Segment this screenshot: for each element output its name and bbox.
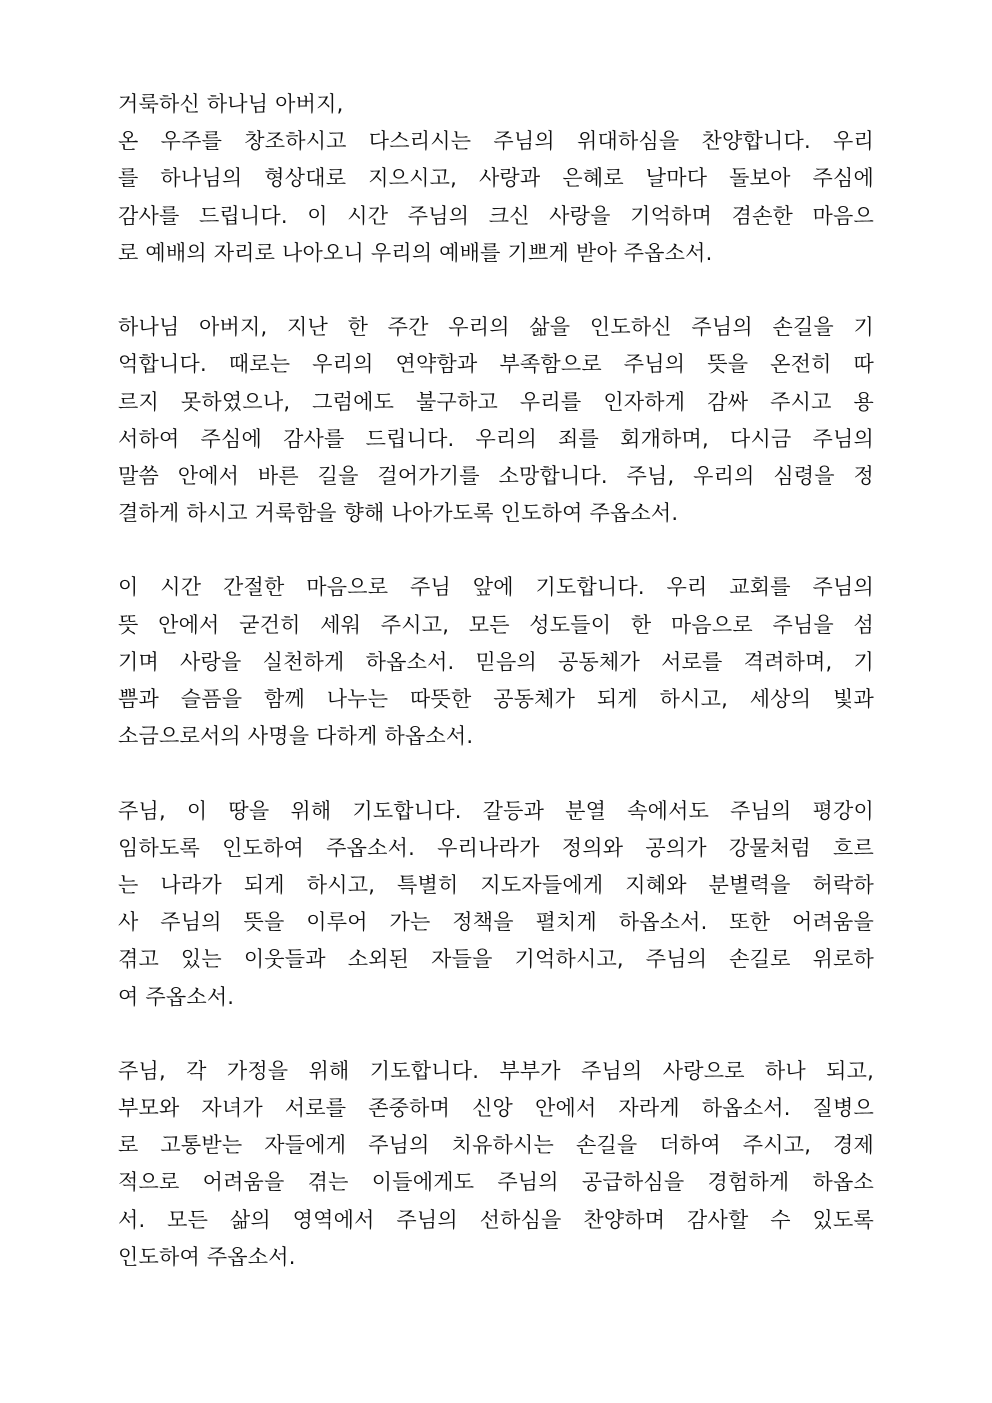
text-line: 적으로 어려움을 겪는 이들에게도 주님의 공급하심을 경험하게 하옵소: [118, 1170, 874, 1195]
text-line: 소금으로서의 사명을 다하게 하옵소서.: [118, 724, 474, 749]
text-line: 말씀 안에서 바른 길을 걸어가기를 소망합니다. 주님, 우리의 심령을 정: [118, 463, 874, 488]
text-line: 겪고 있는 이웃들과 소외된 자들을 기억하시고, 주님의 손길로 위로하: [118, 947, 874, 972]
salutation-line: 거룩하신 하나님 아버지,: [118, 92, 344, 116]
text-line: 서하여 주심에 감사를 드립니다. 우리의 죄를 회개하며, 다시금 주님의: [118, 426, 874, 451]
text-line: 르지 못하였으나, 그럼에도 불구하고 우리를 인자하게 감싸 주시고 용: [118, 389, 874, 414]
text-line: 는 나라가 되게 하시고, 특별히 지도자들에게 지혜와 분별력을 허락하: [118, 872, 874, 897]
text-line: 기며 사랑을 실천하게 하옵소서. 믿음의 공동체가 서로를 격려하며, 기: [118, 649, 874, 674]
paragraph-church: [118, 569, 874, 755]
text-line: 억합니다. 때로는 우리의 연약함과 부족함으로 주님의 뜻을 온전히 따: [118, 352, 874, 377]
text-line: 서. 모든 삶의 영역에서 주님의 선하심을 찬양하며 감사할 수 있도록: [118, 1207, 874, 1232]
text-line: 주님, 각 가정을 위해 기도합니다. 부부가 주님의 사랑으로 하나 되고,: [118, 1058, 874, 1083]
text-line: 를 하나님의 형상대로 지으시고, 사랑과 은혜로 날마다 돌보아 주심에: [118, 166, 874, 191]
paragraph-nation: [118, 793, 874, 1016]
text-line: 뜻 안에서 굳건히 세워 주시고, 모든 성도들이 한 마음으로 주님을 섬: [118, 612, 874, 637]
text-line: 사 주님의 뜻을 이루어 가는 정책을 펼치게 하옵소서. 또한 어려움을: [118, 910, 874, 935]
paragraph-confession: [118, 309, 874, 532]
text-line: 하나님 아버지, 지난 한 주간 우리의 삶을 인도하신 주님의 손길을 기: [118, 315, 874, 340]
text-line: 임하도록 인도하여 주옵소서. 우리나라가 정의와 공의가 강물처럼 흐르: [118, 835, 874, 860]
text-line: 주님, 이 땅을 위해 기도합니다. 갈등과 분열 속에서도 주님의 평강이: [118, 798, 874, 823]
text-line: 부모와 자녀가 서로를 존중하며 신앙 안에서 자라게 하옵소서. 질병으: [118, 1096, 874, 1121]
text-line: 로 예배의 자리로 나아오니 우리의 예배를 기쁘게 받아 주옵소서.: [118, 240, 713, 265]
text-line: 감사를 드립니다. 이 시간 주님의 크신 사랑을 기억하며 겸손한 마음으: [118, 203, 874, 228]
text-line: 이 시간 간절한 마음으로 주님 앞에 기도합니다. 우리 교회를 주님의: [118, 575, 874, 600]
paragraph-family: [118, 1053, 874, 1276]
text-line: 쁨과 슬픔을 함께 나누는 따뜻한 공동체가 되게 하시고, 세상의 빛과: [118, 687, 874, 711]
document-page: [118, 86, 874, 1313]
text-line: 결하게 하시고 거룩함을 향해 나아가도록 인도하여 주옵소서.: [118, 501, 679, 526]
text-line: 로 고통받는 자들에게 주님의 치유하시는 손길을 더하여 주시고, 경제: [118, 1133, 874, 1158]
text-line: 온 우주를 창조하시고 다스리시는 주님의 위대하심을 찬양합니다. 우리: [118, 129, 874, 154]
text-line: 여 주옵소서.: [118, 984, 235, 1009]
paragraph-opening: [118, 86, 874, 272]
text-line: 인도하여 주옵소서.: [118, 1244, 296, 1269]
